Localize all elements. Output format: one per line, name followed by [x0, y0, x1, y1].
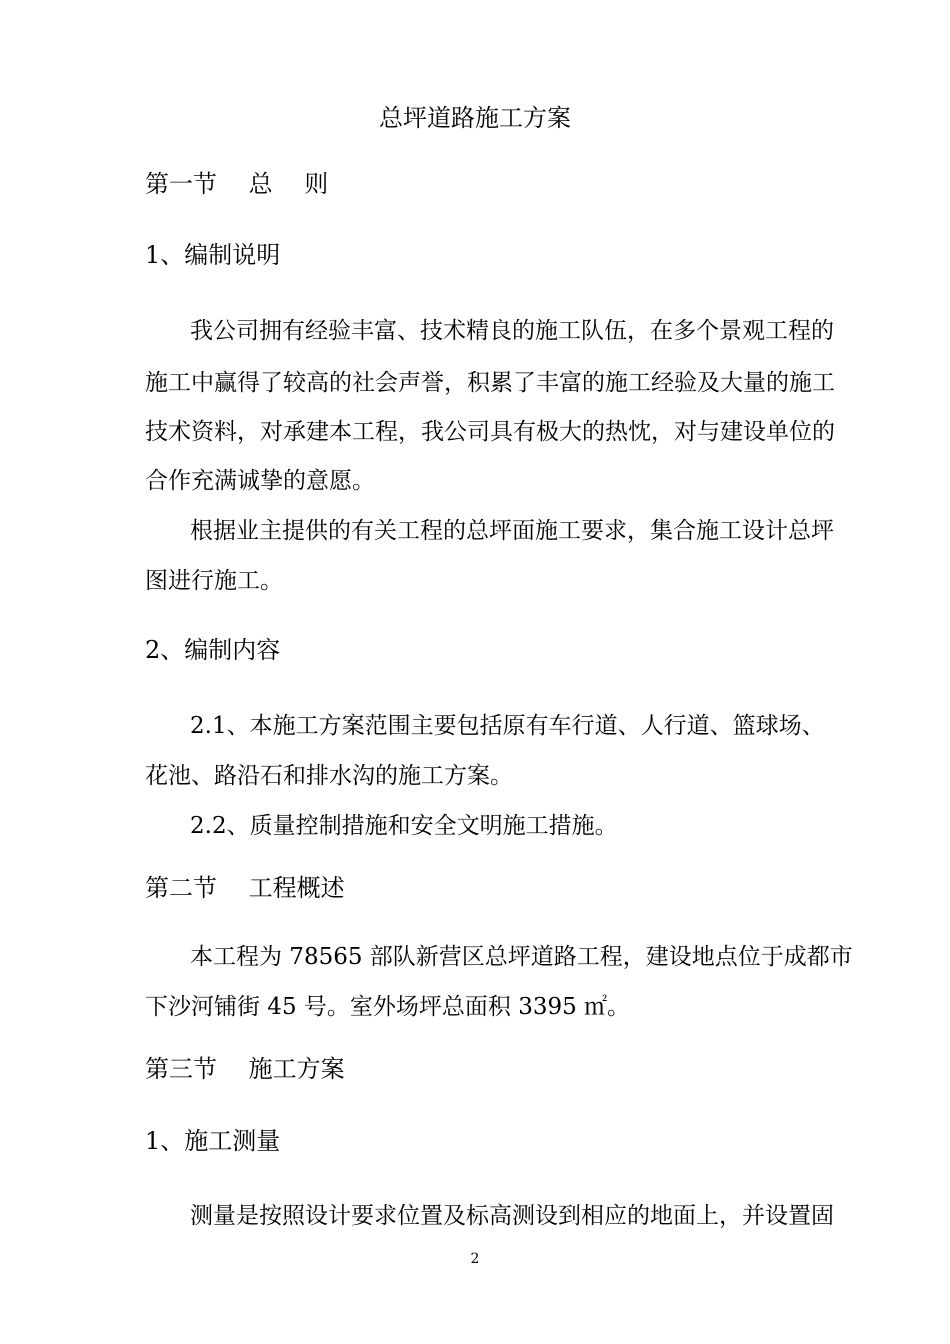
paragraph-2-line-2: 图进行施工。: [145, 568, 283, 594]
paragraph-2-line-1: 根据业主提供的有关工程的总坪面施工要求，集合施工设计总坪: [190, 518, 834, 544]
subsection-2-heading: 2、编制内容: [145, 636, 281, 664]
item-2-1-line-1: 2.1、本施工方案范围主要包括原有车行道、人行道、篮球场、: [190, 713, 825, 739]
subsection-3-heading: 1、施工测量: [145, 1127, 281, 1155]
section2-heading: 第二节 工程概述: [145, 874, 345, 902]
subsection-1-heading: 1、编制说明: [145, 241, 281, 269]
paragraph-4-line-1: 测量是按照设计要求位置及标高测设到相应的地面上，并设置固: [190, 1203, 834, 1229]
paragraph-3-line-2: 下沙河铺街 45 号。室外场坪总面积 3395 ㎡。: [145, 994, 631, 1020]
paragraph-1-line-4: 合作充满诚挚的意愿。: [145, 468, 375, 494]
paragraph-1-line-3: 技术资料，对承建本工程，我公司具有极大的热忱，对与建设单位的: [145, 419, 835, 445]
document-title: 总坪道路施工方案: [379, 104, 571, 132]
section1-heading: 第一节 总 则: [145, 170, 329, 198]
section3-heading: 第三节 施工方案: [145, 1055, 345, 1083]
page-number: 2: [470, 1251, 480, 1267]
paragraph-1-line-1: 我公司拥有经验丰富、技术精良的施工队伍，在多个景观工程的: [190, 318, 834, 344]
item-2-2: 2.2、质量控制措施和安全文明施工措施。: [190, 813, 618, 839]
paragraph-3-line-1: 本工程为 78565 部队新营区总坪道路工程，建设地点位于成都市: [190, 944, 853, 970]
paragraph-1-line-2: 施工中赢得了较高的社会声誉，积累了丰富的施工经验及大量的施工: [145, 370, 835, 396]
item-2-1-line-2: 花池、路沿石和排水沟的施工方案。: [145, 763, 513, 789]
